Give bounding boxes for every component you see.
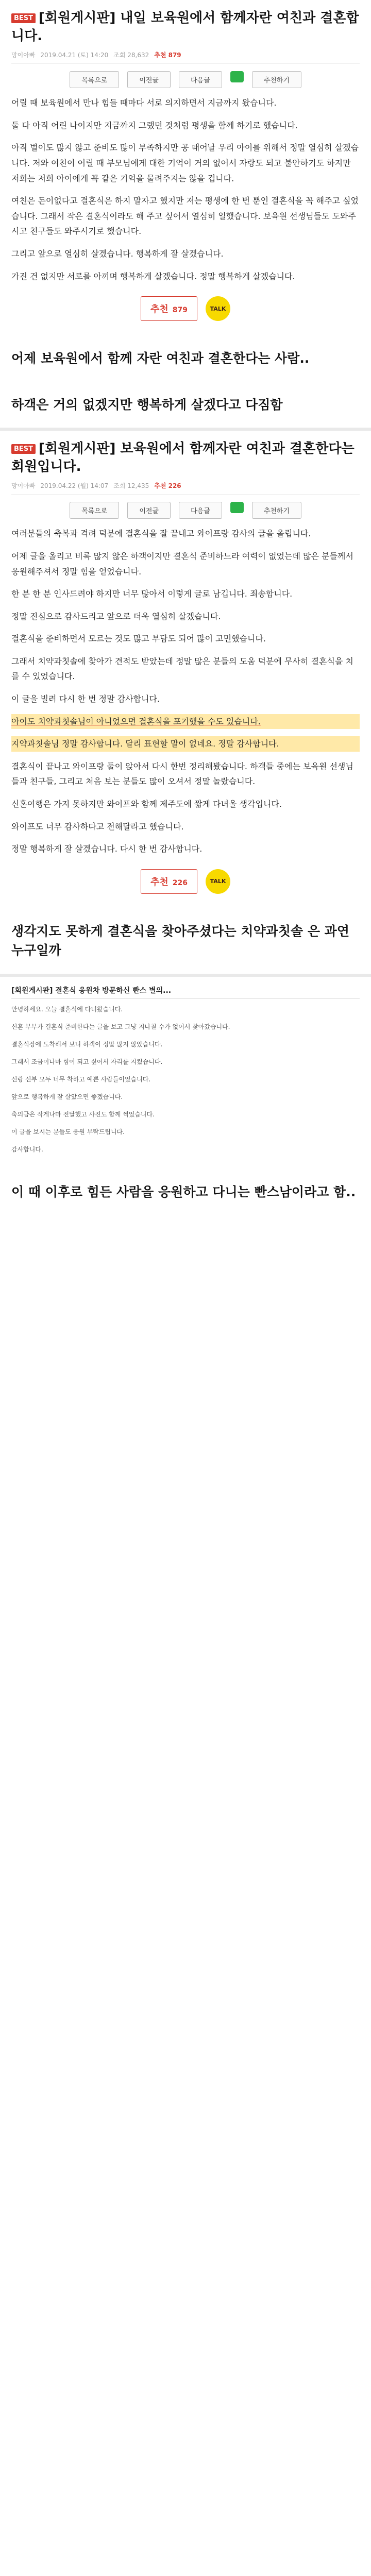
post-nav	[11, 71, 360, 88]
next-button[interactable]: 다음글	[179, 502, 222, 519]
views: 조회 12,435	[113, 482, 149, 490]
caption-2: 하객은 거의 없겠지만 행복하게 살겠다고 다짐함	[11, 397, 283, 412]
vote-row	[11, 869, 360, 894]
page	[0, 0, 371, 1235]
post-1	[0, 0, 371, 335]
post-meta	[11, 481, 360, 495]
vote-button[interactable]: 추천 879	[141, 296, 197, 321]
spacer	[0, 1215, 371, 1235]
recommend-count: 추천 879	[154, 52, 181, 59]
post-3	[0, 977, 371, 1169]
date: 2019.04.22 (월) 14:07	[40, 482, 109, 490]
prev-button[interactable]: 이전글	[127, 71, 171, 88]
post-nav	[11, 502, 360, 519]
list-button[interactable]: 목록으로	[70, 502, 119, 519]
post-2	[0, 431, 371, 908]
list-button[interactable]: 목록으로	[70, 71, 119, 88]
caption-4: 이 때 이후로 힘든 사람을 응원하고 다니는 빤스남이라고 함..	[11, 1184, 356, 1199]
post-body: 안녕하세요. 오늘 결혼식에 다녀왔습니다. 신혼 부부가 결혼식 준비한다는 글을 보고 그냥 지나칠 수가 없어서 찾아갔습니다. 결혼식장에 도착해서 보니 하객이 정말 많지 않았습니다. 그래서 조금이나마 힘이 되고 싶어서 자리를 지켰습니다. 신랑 신부 모두 너무 착하고 예쁜 사람들이었습니다. 앞으로 행복하게 잘 살았으면 좋겠습니다. 축의금은 작게나마 전달했고 사진도 함께 찍었습니다. 이 글을 보시는 분들도 응원 부탁드립니다. 감사합니다.	[11, 1005, 230, 1153]
recommend-button[interactable]: 추천하기	[252, 502, 301, 519]
vote-button[interactable]: 추천 226	[141, 869, 197, 894]
comment-icon[interactable]	[230, 502, 244, 513]
next-button[interactable]: 다음글	[179, 71, 222, 88]
caption-1: 어제 보육원에서 함께 자란 여친과 결혼한다는 사람..	[11, 351, 310, 366]
post-title: [회원게시판] 결혼식 응원차 방문하신 빤스 별의...	[11, 985, 360, 999]
author[interactable]: 망이아빠	[11, 482, 36, 490]
caption-3: 생각지도 못하게 결혼식을 찾아주셨다는 치약과칫솔 은 과연 누구일까	[11, 923, 349, 958]
kakao-share-icon[interactable]: TALK	[206, 869, 230, 894]
recommend-count: 추천 226	[154, 482, 181, 490]
author[interactable]: 망이아빠	[11, 52, 36, 59]
kakao-share-icon[interactable]: TALK	[206, 296, 230, 321]
views: 조회 28,632	[113, 52, 149, 59]
vote-row	[11, 296, 360, 321]
highlighted-text: 아이도 치약과칫솔님이 아니었으면 결혼식을 포기했을 수도 있습니다.	[11, 714, 360, 730]
date: 2019.04.21 (토) 14:20	[40, 52, 109, 59]
post-title: BEST [회원게시판] 내일 보육원에서 함께자란 여친과 결혼합니다.	[11, 10, 359, 44]
post-meta	[11, 50, 360, 64]
comment-icon[interactable]	[230, 71, 244, 82]
post-body: 어릴 때 보육원에서 만나 힘들 때마다 서로 의지하면서 지금까지 왔습니다. 둘 다 아직 어린 나이지만 지금까지 그랬던 것처럼 평생을 함께 하기로 했습니다. 아직 벌이도 많지 않고 준비도 많이 부족하지만 공 태어날 우리 아이를 위해서 정말 열심히 살겠습니다. 저와 여친이 어릴 때 부모님에게 대한 기억이 거의 없어서 자랑도 되고 불안하기도 하지만 저희는 저희 아이에게 꼭 같은 기억을 물려주지는 않을 겁니다. 여친은 돈이없다고 결혼식은 하지 말자고 했지만 저는 평생에 한 번 뿐인 결혼식을 꼭 해주고 싶었습니다. 그래서 작은 결혼식이라도 해 주고 싶어서 열심히 일했습니다. 보육원 선생님들도 도와주시고 친구들도 와주시기로 했습니다. 그리고 앞으로 열심히 살겠습니다. 행복하게 잘 살겠습니다. 가진 건 없지만 서로를 아끼며 행복하게 살겠습니다. 정말 행복하게 살겠습니다.	[11, 98, 359, 281]
post-body: 여러분들의 축복과 격려 덕분에 결혼식을 잘 끝내고 와이프랑 감사의 글을 올립니다. 어제 글을 올리고 비록 많지 않은 하객이지만 결혼식 준비하느라 여력이 없었는데 많은 분들께서 응원해주셔서 정말 힘을 얻었습니다. 한 분 한 분 인사드려야 하지만 너무 많아서 이렇게 글로 남깁니다. 죄송합니다. 정말 진심으로 감사드리고 앞으로 더욱 열심히 살겠습니다. 결혼식을 준비하면서 모르는 것도 많고 부담도 되어 많이 고민했습니다. 그래서 치약과칫솔에 찾아가 견적도 받았는데 정말 많은 분들의 도움 덕분에 무사히 결혼식을 치를 수 있었습니다. 이 글을 빌려 다시 한 번 정말 감사합니다. 아이도 치약과칫솔님이 아니었으면 결혼식을 포기했을 수도 있습니다. 지약과칫솔님 정말 감사합니다. 달리 표현할 말이 없네요. 정말 감사합니다. 결혼식이 끝나고 와이프랑 둘이 앉아서 다시 한번 정리해봤습니다. 하객들 중에는 보육원 선생님들과 친구들, 그리고 처음 보는 분들도 많이 오셔서 정말 놀랐습니다. 신혼여행은 가지 못하지만 와이프와 함께 제주도에 짧게 다녀올 생각입니다. 와이프도 너무 감사하다고 전해달라고 했습니다. 정말 행복하게 잘 살겠습니다. 다시 한 번 감사합니다.	[11, 526, 360, 857]
post-title: BEST [회원게시판] 보육원에서 함께자란 여친과 결혼한다는 회원입니다.	[11, 441, 355, 475]
best-badge: BEST	[11, 444, 36, 454]
recommend-button[interactable]: 추천하기	[252, 71, 301, 88]
best-badge: BEST	[11, 13, 36, 24]
prev-button[interactable]: 이전글	[127, 502, 171, 519]
